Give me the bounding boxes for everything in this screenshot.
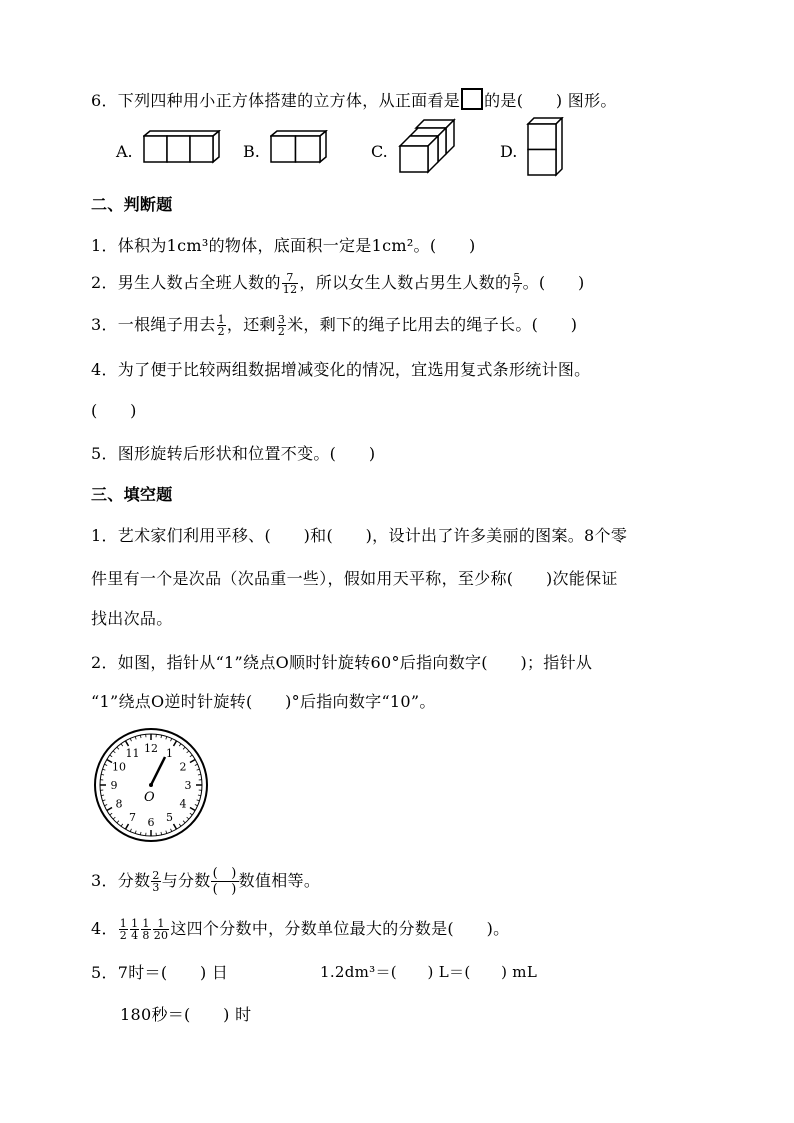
frac-den: 8 (142, 929, 150, 942)
fraction-2-3 (151, 870, 160, 893)
s3-question-1-line-3: 找出次品。 (91, 609, 173, 628)
option-b-label: B. (243, 142, 260, 161)
s3-q4-text-b: 这四个分数中，分数单位最大的分数是( )。 (170, 919, 510, 938)
clock-number: 12 (144, 742, 158, 755)
s2-q3-text-c: 米，剩下的绳子比用去的绳子长。( ) (287, 315, 578, 334)
option-a-label: A. (116, 142, 133, 161)
fraction-1-4 (130, 918, 139, 941)
clock-number: 10 (111, 760, 126, 774)
blank-frac-den: ( ) (212, 882, 237, 897)
s2-q2-text-b: ，所以女生人数占男生人数的 (299, 273, 512, 292)
s3-question-2-line-1: 2．如图，指针从“1”绕点O顺时针旋转60°后指向数字( )；指针从 (91, 653, 593, 672)
section-2-title: 二、判断题 (91, 195, 173, 214)
fraction-5-7 (512, 272, 521, 295)
clock-number: 5 (166, 811, 173, 825)
option-d-cubes-figure (526, 117, 564, 177)
fraction-1-2 (119, 918, 128, 941)
frac-den: 2 (119, 929, 128, 942)
clock-center-dot (149, 783, 153, 787)
option-b-cubes-figure (270, 130, 328, 164)
question-6 (91, 88, 617, 111)
s3-question-5-part-a: 5．7时＝( ) 日 (91, 963, 229, 982)
s3-question-5-part-c: 180秒＝( ) 时 (120, 1005, 252, 1024)
s3-q4-text-a: 4． (91, 919, 118, 938)
s2-q2-text-a: 2．男生人数占全班人数的 (91, 273, 281, 292)
square-figure (461, 88, 483, 110)
s2-question-4-blank: ( ) (91, 401, 137, 420)
q6-prefix: 6．下列四种用小正方体搭建的立方体，从正面看是 (91, 91, 461, 110)
clock-figure (93, 727, 209, 843)
frac-num: 1 (131, 917, 139, 930)
frac-den: 2 (217, 325, 225, 338)
clock-number: 11 (125, 746, 140, 760)
s3-question-2-line-2: “1”绕点O逆时针旋转( )°后指向数字“10”。 (91, 692, 436, 711)
clock-number: 8 (115, 797, 123, 811)
fraction-1-20 (153, 918, 170, 941)
frac-num: 3 (277, 313, 286, 326)
frac-den: 2 (277, 325, 286, 338)
frac-num: 1 (119, 917, 128, 930)
option-a-cubes-figure (143, 130, 221, 164)
s3-q3-text-c: 数值相等。 (238, 871, 321, 890)
frac-num: 5 (513, 271, 521, 284)
clock-number: 3 (184, 779, 192, 792)
s2-q3-text-b: ，还剩 (226, 315, 276, 334)
s2-q3-text-a: 3．一根绳子用去 (91, 315, 216, 334)
s3-q3-text-a: 3．分数 (91, 871, 151, 890)
fraction-3-2 (277, 314, 286, 337)
fraction-1-8 (141, 918, 150, 941)
blank-frac-num: ( ) (212, 866, 237, 881)
s2-question-4: 4．为了便于比较两组数据增减变化的情况，宜选用复式条形统计图。 (91, 360, 591, 379)
frac-num: 2 (152, 869, 160, 882)
option-d-label: D. (500, 142, 518, 161)
fraction-7-12 (282, 272, 299, 295)
frac-den: 12 (282, 283, 298, 296)
s3-question-1-line-2: 件里有一个是次品（次品重一些），假如用天平称，至少称( )次能保证 (91, 569, 618, 588)
frac-num: 1 (142, 917, 150, 930)
clock-number: 4 (179, 797, 187, 811)
s2-question-5: 5．图形旋转后形状和位置不变。( ) (91, 444, 376, 463)
blank-fraction[interactable] (211, 866, 239, 897)
fraction-1-2 (217, 314, 226, 337)
s3-question-3 (91, 866, 320, 897)
clock-number: 9 (110, 779, 118, 792)
section-3-title: 三、填空题 (91, 485, 173, 504)
clock-number: 6 (147, 816, 155, 829)
clock-number: 2 (179, 760, 187, 774)
clock-number: 1 (166, 746, 173, 760)
s3-question-4 (91, 916, 509, 941)
frac-den: 3 (152, 881, 160, 894)
frac-num: 7 (282, 272, 299, 284)
option-c-cubes-figure (398, 118, 458, 176)
frac-den: 20 (153, 929, 169, 942)
clock-number: 7 (129, 811, 136, 825)
frac-den: 4 (131, 929, 139, 942)
q6-suffix: 的是( ) 图形。 (484, 91, 617, 110)
frac-num: 1 (217, 313, 225, 326)
s3-question-1-line-1: 1．艺术家们利用平移、( )和( )，设计出了许多美丽的图案。8个零 (91, 526, 628, 545)
s2-question-2 (91, 270, 585, 295)
s2-q2-text-c: 。( ) (522, 273, 585, 292)
s3-question-5-part-b: 1.2dm³＝( ) L＝( ) mL (320, 963, 538, 981)
s2-question-3 (91, 312, 577, 337)
s3-q3-text-b: 与分数 (161, 871, 211, 890)
clock-center-label: O (144, 790, 155, 805)
frac-num: 1 (153, 918, 170, 930)
s2-question-1: 1．体积为1cm³的物体，底面积一定是1cm²。( ) (91, 236, 476, 255)
option-c-label: C. (371, 142, 388, 161)
frac-den: 7 (513, 283, 521, 296)
